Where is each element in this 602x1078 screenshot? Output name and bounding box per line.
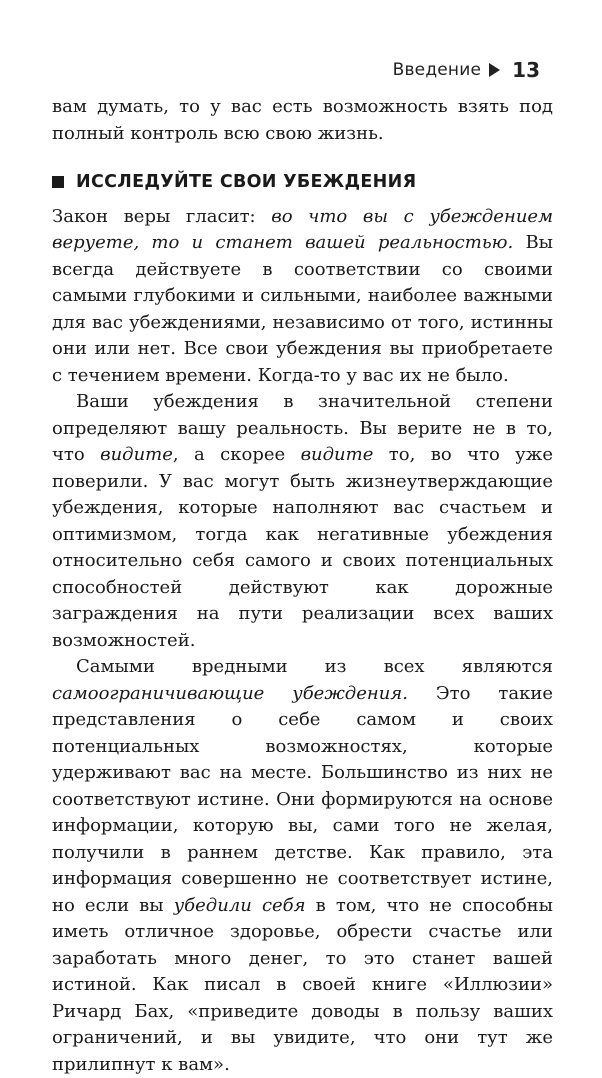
section-title: Введение [392, 60, 482, 80]
square-bullet-icon [52, 176, 64, 188]
emphasis: видите [300, 444, 374, 465]
page-number: 13 [512, 58, 540, 82]
running-header [393, 58, 540, 82]
emphasis: самоограничивающие убеждения. [52, 682, 408, 704]
section-heading-text: ИССЛЕДУЙТЕ СВОИ УБЕЖДЕНИЯ [76, 172, 417, 192]
body-text [52, 94, 553, 1078]
paragraph-beliefs-reality: Ваши убеждения в значительной степени определяют вашу реальность. Вы верите не в то, что видите, а скорее видите то, во что уже поверили. У вас могут быть жизнеутверждающие убеждения, которые наполняют вас счастьем и оптимизмом, тогда как негативные убеждения относительно себя самого и своих потенциальных способностей действуют как дорожные заграждения на пути реализации всех ваших возможностей. [52, 391, 553, 651]
emphasis: убедили себя [173, 894, 306, 916]
emphasis: во что вы с убеждением веруете, то и станет вашей реальностью. [52, 205, 553, 253]
paragraph-continued: вам думать, то у вас есть возможность взять под полный контроль всю свою жизнь. [52, 96, 553, 144]
emphasis: видите [100, 444, 173, 465]
arrow-right-icon [489, 63, 500, 77]
paragraph-limiting-beliefs: Самыми вредными из всех являются самоограничивающие убеждения. Это такие представления о себе самом и своих потенциальных возможностях, которые удерживают вас на месте. Большинство из них не соответствуют истине. Они формируются на основе информации, которую вы, сами того не желая, получили в раннем детстве. Как правило, эта информация совершенно не соответствует истине, но если вы убедили себя в том, что не способны иметь отличное здоровье, обрести счастье или заработать много денег, то это станет вашей истиной. Как писал в своей книге «Иллюзии» Ричард Бах, «приведите доводы в пользу ваших ограничений, и вы увидите, что они тут же прилипнут к вам». [52, 656, 553, 1075]
paragraph-law-of-belief: Закон веры гласит: во что вы с убеждением веруете, то и станет вашей реальностью. Вы всегда действуете в соответствии со своими самыми глубокими и сильными, наиболее важными для вас убеждениями, независимо от того, истинны они или нет. Все свои убеждения вы приобретаете с течением времени. Когда-то у вас их не было. [52, 205, 553, 386]
section-heading [52, 169, 553, 196]
